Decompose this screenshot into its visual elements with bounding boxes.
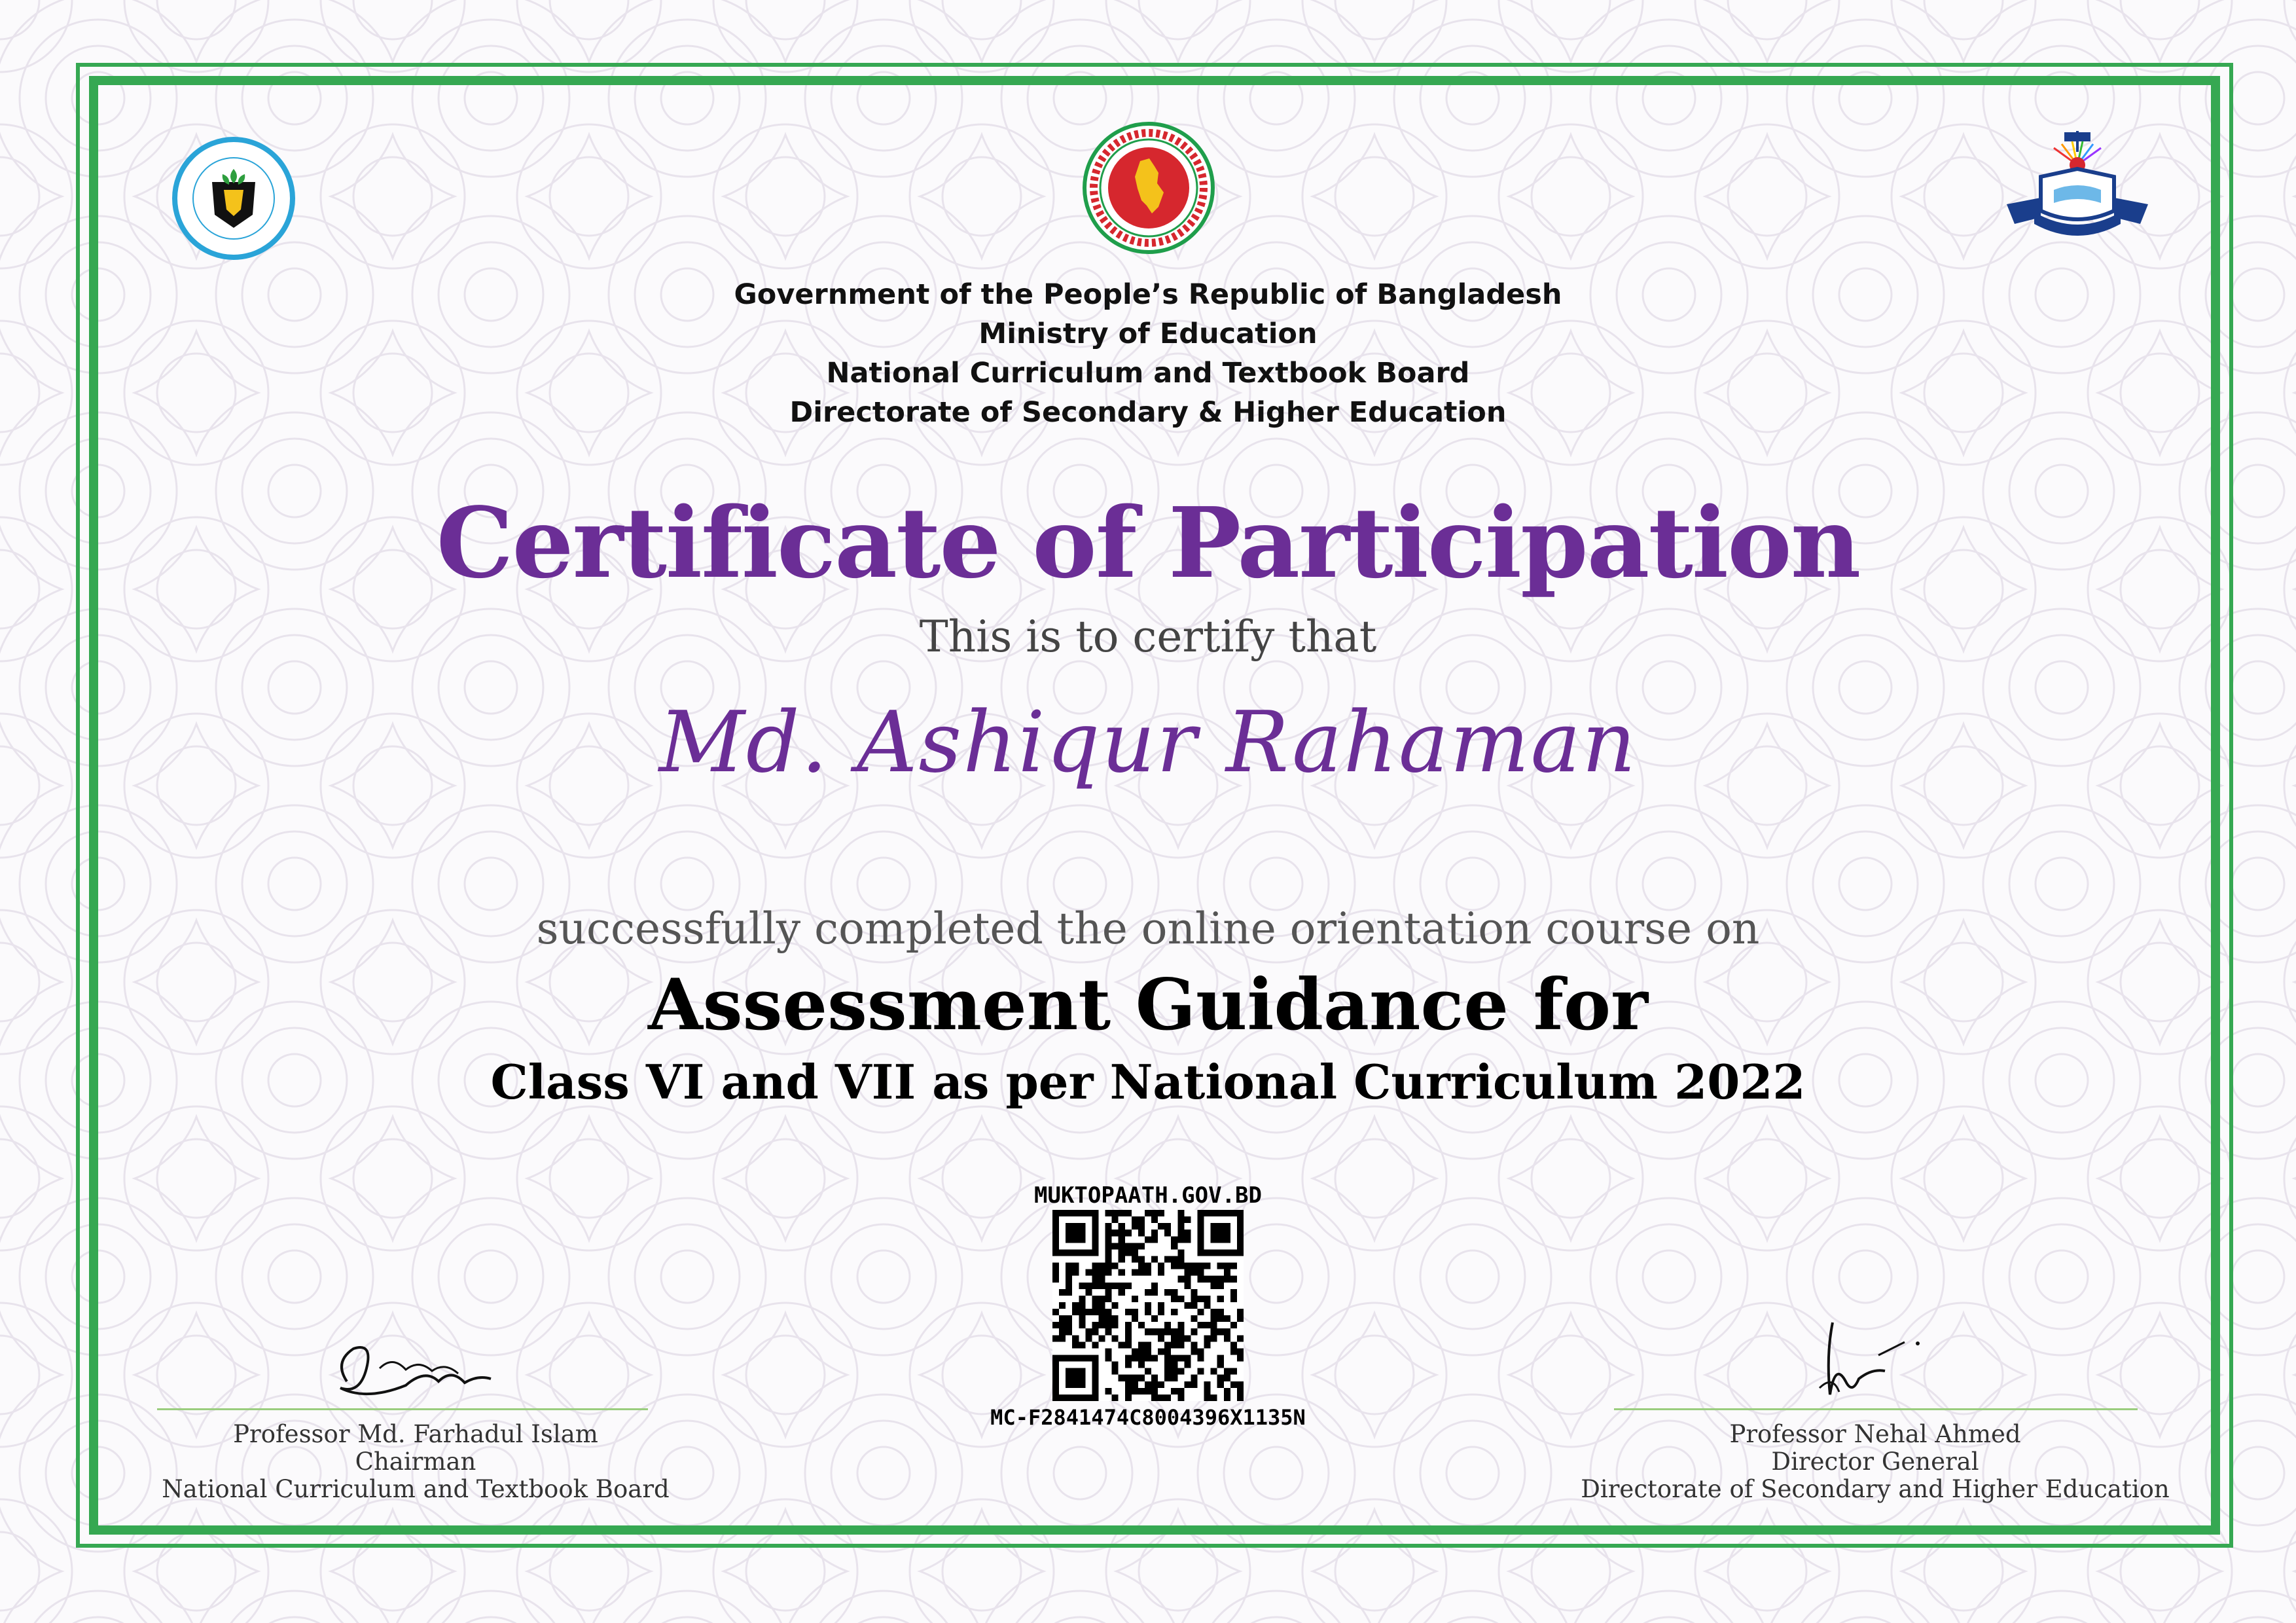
signatory-name: Professor Nehal Ahmed — [1729, 1420, 2021, 1448]
signatory-name: Professor Md. Farhadul Islam — [233, 1420, 598, 1448]
recipient-name: Md. Ashiqur Rahaman — [658, 694, 1638, 792]
dshe-emblem-icon — [2001, 126, 2153, 238]
certificate-title: Certificate of Participation — [436, 486, 1860, 600]
certify-text: This is to certify that — [919, 611, 1377, 662]
nctb-seal-icon — [171, 136, 296, 261]
verification-site: MUKTOPAATH.GOV.BD — [1034, 1182, 1262, 1209]
signatory-chairman — [131, 1421, 700, 1503]
signatory-role: Chairman — [355, 1448, 476, 1476]
certificate-id: MC-F2841474C8004396X1135N — [990, 1405, 1306, 1430]
signatory-org: Directorate of Secondary and Higher Education — [1581, 1475, 2170, 1503]
course-title-line1: Assessment Guidance for — [648, 964, 1648, 1046]
header-line-ministry: Ministry of Education — [978, 318, 1318, 350]
signatory-role: Director General — [1771, 1448, 1979, 1476]
signatory-director-general — [1558, 1421, 2193, 1503]
completion-text: successfully completed the online orientation course on — [536, 903, 1760, 954]
signature-line-left — [157, 1408, 648, 1410]
signature-line-right — [1614, 1408, 2138, 1410]
course-title-line2: Class VI and VII as per National Curriculum 2022 — [490, 1054, 1806, 1110]
chairman-signature — [327, 1322, 497, 1408]
header-line-directorate: Directorate of Secondary & Higher Education — [789, 396, 1507, 429]
header-line-nctb: National Curriculum and Textbook Board — [826, 357, 1470, 390]
header-line-government: Government of the People’s Republic of Bangladesh — [734, 278, 1562, 311]
bangladesh-government-seal-icon — [1081, 120, 1216, 255]
issuer-header — [0, 275, 2296, 432]
signatory-org: National Curriculum and Textbook Board — [162, 1475, 670, 1503]
qr-code[interactable] — [1045, 1210, 1251, 1401]
director-general-signature — [1813, 1316, 1931, 1408]
